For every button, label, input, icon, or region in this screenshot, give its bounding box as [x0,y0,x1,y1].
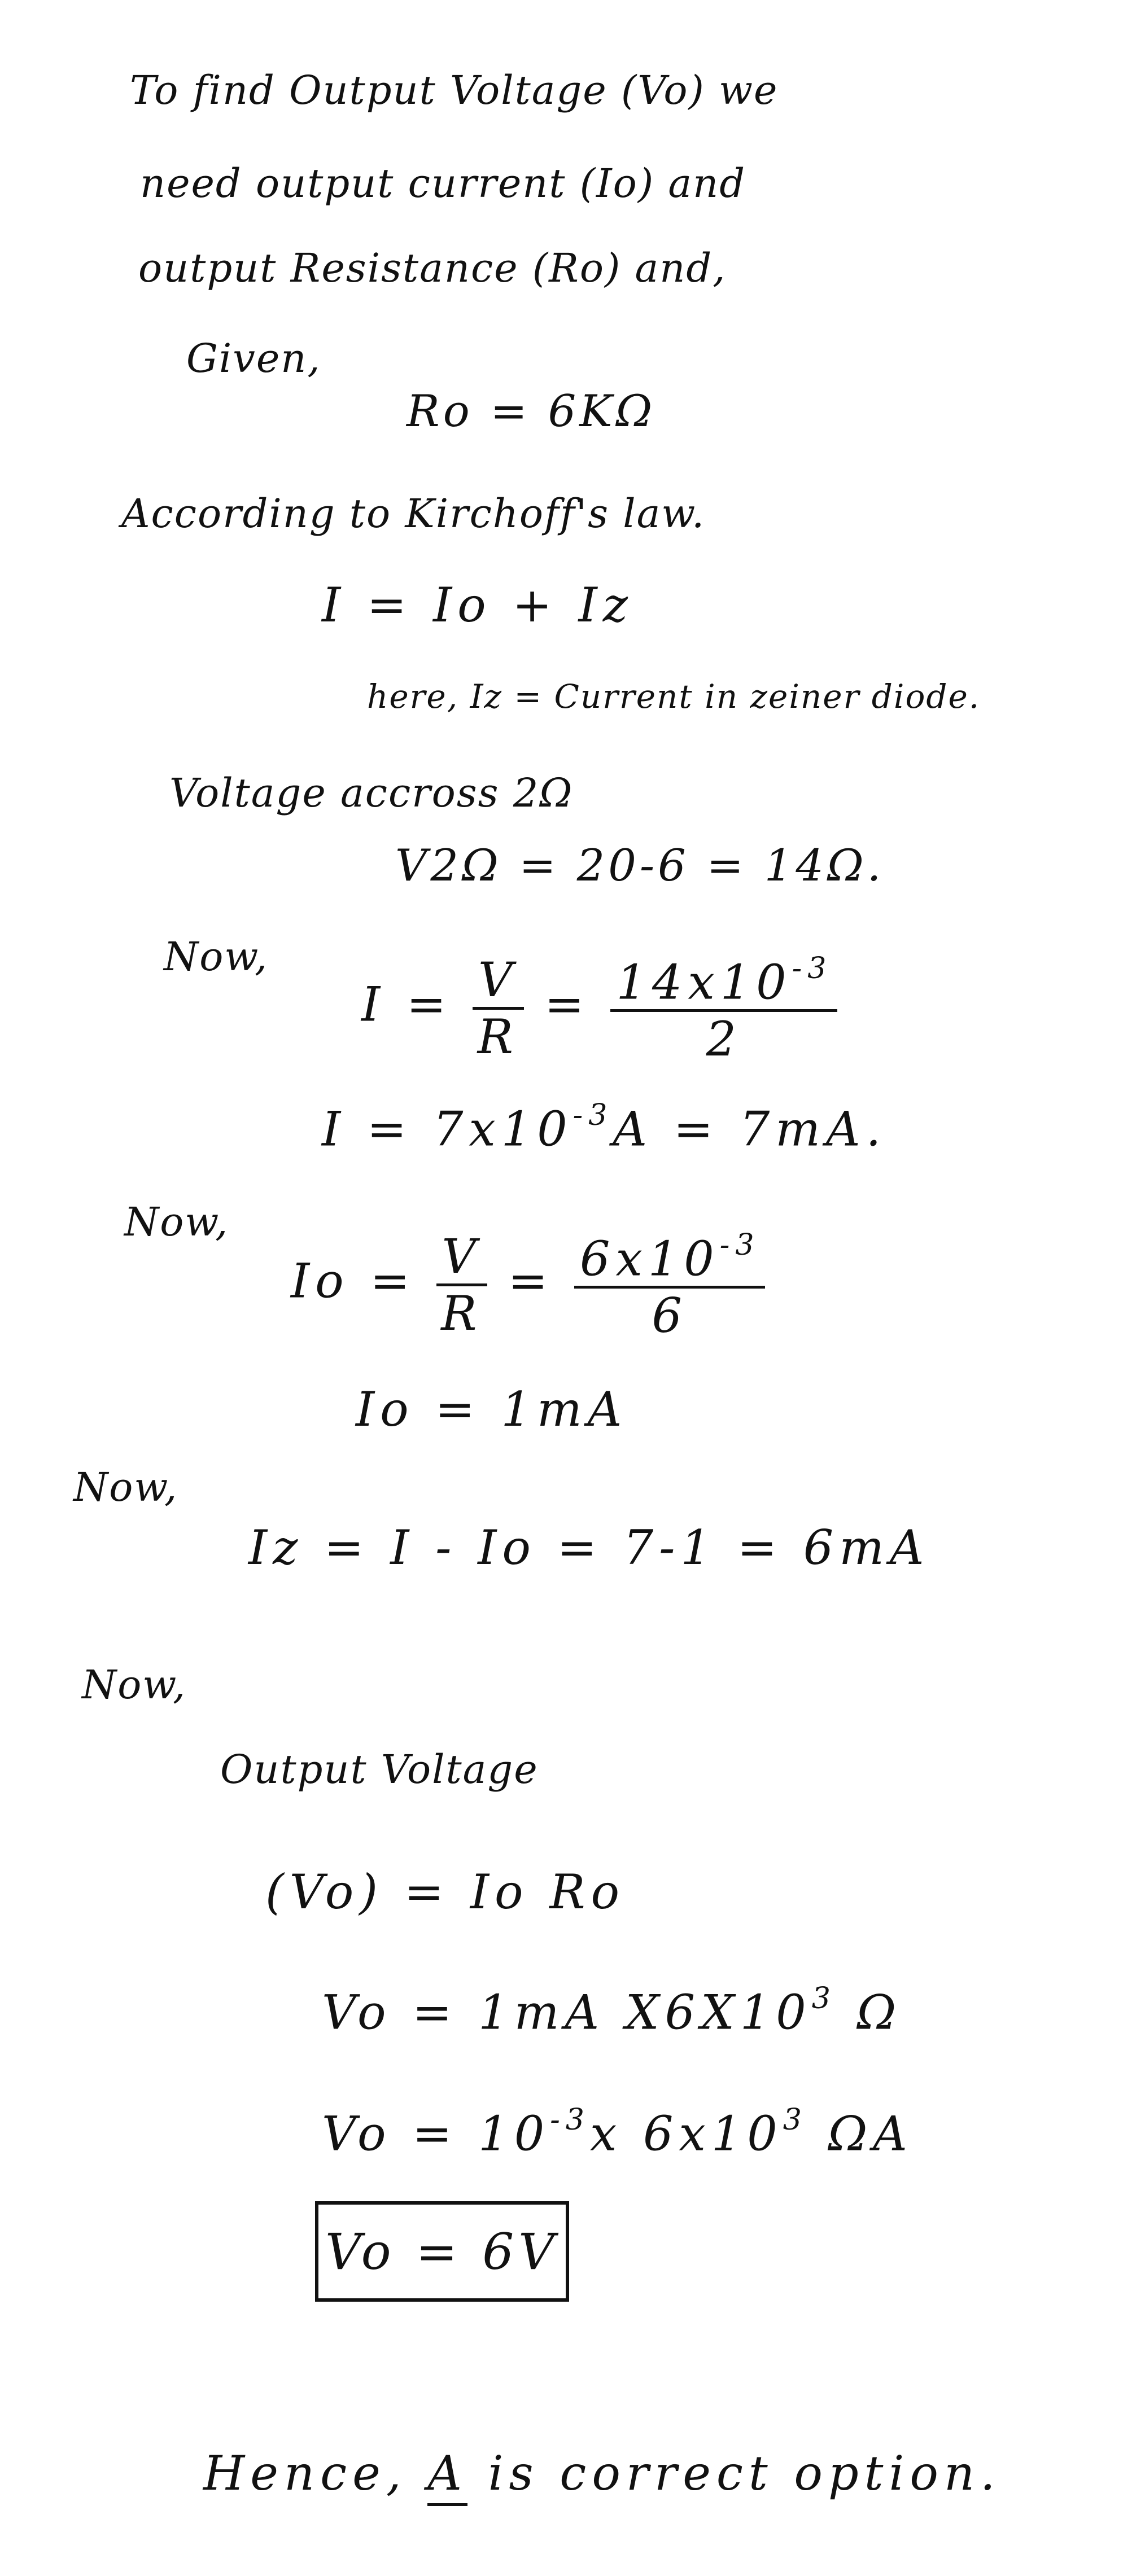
zener-note: here, Iz = Current in zeiner diode. [367,677,981,716]
equals-sign: = [544,976,590,1032]
fraction-numerator: 6x10 [580,1231,720,1287]
value-fraction [610,952,837,1067]
output-voltage-formula: (Vo) = Io Ro [265,1864,626,1920]
given-value: Ro = 6KΩ [407,386,656,437]
fraction-denominator: 2 [706,1011,742,1067]
output-current-result: Io = 1mA [356,1382,628,1437]
fraction-denominator: 6 [652,1288,688,1344]
fraction-denominator: R [477,1009,519,1065]
voltage-heading: Voltage accross 2Ω [169,770,574,816]
total-current-result: $I = 7x10^{-3}A = 7mA$. [322,1098,887,1157]
exponent: 3 [811,1982,836,2016]
kirchhoff-heading: According to Kirchoff's law. [121,490,706,537]
boxed-answer: Vo = 6V [315,2201,569,2302]
exponent: -3 [719,1228,760,1262]
total-current-equation [361,952,837,1067]
exponent: -3 [792,952,832,985]
intro-line-2: need output current (Io) and [140,160,746,207]
ohms-law-fraction [436,1229,488,1342]
kirchhoff-equation: I = Io + Iz [322,577,633,633]
given-label: Given, [186,335,321,382]
now-label-4: Now, [82,1662,187,1708]
fraction-numerator: V [473,956,524,1010]
fraction-numerator: V [436,1233,488,1286]
conclusion [203,2446,1001,2501]
equals-sign: = [508,1253,554,1309]
total-current-lhs: I = [361,976,452,1032]
output-voltage-heading: Output Voltage [220,1746,539,1793]
output-current-lhs: Io = [291,1253,416,1309]
conclusion-prefix: Hence, [203,2446,407,2501]
intro-line-3: output Resistance (Ro) and, [138,245,727,291]
now-label-3: Now, [73,1464,178,1510]
intro-line-1: To find Output Voltage (Vo) we [130,67,779,113]
exponent: -3 [550,2103,590,2137]
correct-option: A [427,2446,467,2506]
output-current-equation [291,1228,765,1344]
fraction-denominator: R [441,1286,483,1342]
output-voltage-step-2: $Vo = 10^{-3}x$ $6x10^3$ ΩA [322,2103,913,2162]
exponent: 3 [783,2103,807,2137]
fraction-numerator: 14x10 [616,954,792,1010]
now-label-1: Now, [164,934,269,980]
exponent: -3 [572,1098,613,1132]
ohms-law-fraction [473,952,524,1065]
output-voltage-step-1: Vo = 1mA $X6X10^3$ Ω [322,1982,902,2040]
value-fraction [574,1228,765,1344]
now-label-2: Now, [124,1199,229,1245]
voltage-equation: V2Ω = 20-6 = 14Ω. [395,840,885,891]
zener-current-equation: Iz = I - Io = 7-1 = 6mA [248,1520,930,1575]
conclusion-suffix: is correct option. [488,2446,1001,2501]
